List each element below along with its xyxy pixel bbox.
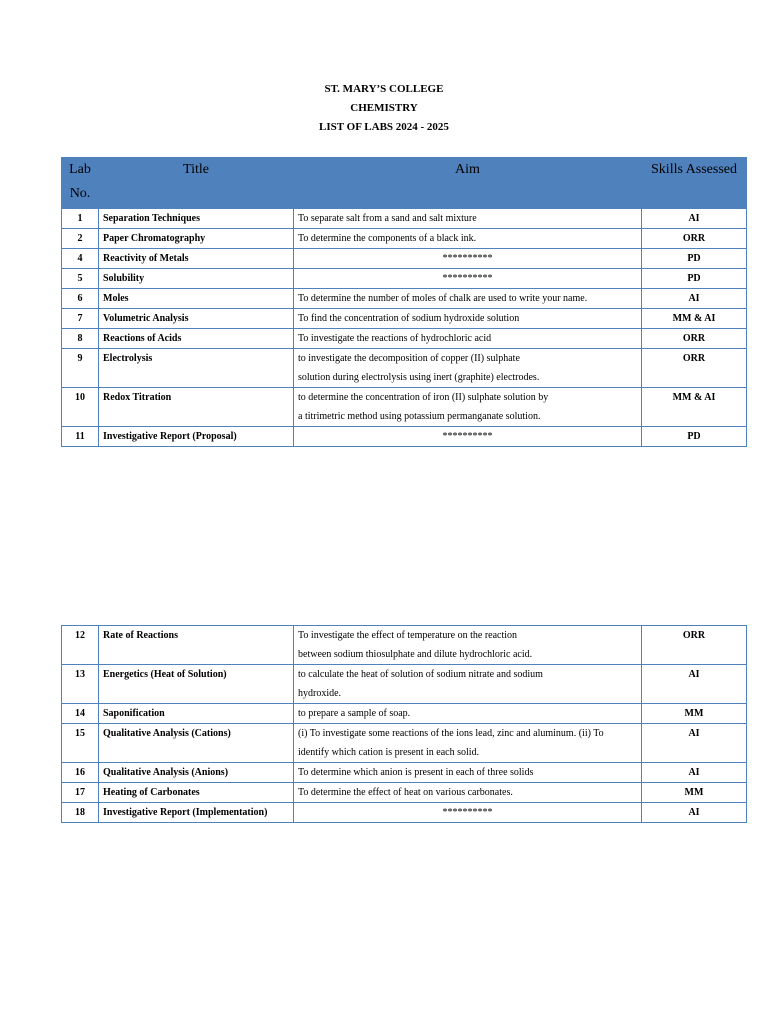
subject-name: CHEMISTRY	[350, 102, 418, 114]
column-header-skills: Skills Assessed	[642, 158, 747, 209]
table-row	[62, 388, 747, 427]
table-row	[62, 763, 747, 783]
column-header-aim: Aim	[294, 158, 642, 209]
table-row	[62, 704, 747, 724]
lab-title: Redox Titration	[99, 388, 294, 427]
lab-aim-line: to calculate the heat of solution of sodium nitrate and sodium	[298, 669, 543, 680]
lab-title: Moles	[99, 289, 294, 309]
lab-skills: AI	[642, 665, 747, 704]
lab-aim	[294, 249, 642, 269]
lab-title: Heating of Carbonates	[99, 783, 294, 803]
lab-skills: MM	[642, 704, 747, 724]
table-row	[62, 626, 747, 665]
lab-skills: AI	[642, 763, 747, 783]
lab-aim-line: **********	[442, 253, 493, 264]
table-row	[62, 209, 747, 229]
lab-skills: ORR	[642, 349, 747, 388]
lab-title: Solubility	[99, 269, 294, 289]
lab-skills: ORR	[642, 329, 747, 349]
lab-number: 13	[62, 665, 99, 704]
lab-aim	[294, 724, 642, 763]
lab-aim	[294, 309, 642, 329]
lab-number: 7	[62, 309, 99, 329]
lab-aim	[294, 229, 642, 249]
lab-aim	[294, 626, 642, 665]
lab-skills: MM & AI	[642, 388, 747, 427]
lab-aim	[294, 329, 642, 349]
labs-table-page2	[61, 625, 747, 823]
table-row	[62, 803, 747, 823]
lab-title: Reactivity of Metals	[99, 249, 294, 269]
lab-title: Separation Techniques	[99, 209, 294, 229]
lab-aim	[294, 349, 642, 388]
lab-aim	[294, 803, 642, 823]
lab-title: Volumetric Analysis	[99, 309, 294, 329]
lab-skills: AI	[642, 724, 747, 763]
lab-title: Qualitative Analysis (Cations)	[99, 724, 294, 763]
lab-title: Rate of Reactions	[99, 626, 294, 665]
table-row	[62, 724, 747, 763]
lab-aim-line: To determine the components of a black ink.	[298, 233, 477, 244]
lab-aim-line: To investigate the reactions of hydrochloric acid	[298, 333, 492, 344]
column-header-lab-no	[62, 158, 99, 209]
table-row	[62, 289, 747, 309]
lab-skills: PD	[642, 249, 747, 269]
lab-aim-line: To determine which anion is present in each of three solids	[298, 767, 534, 778]
lab-aim-line: between sodium thiosulphate and dilute hydrochloric acid.	[298, 649, 533, 660]
lab-number: 9	[62, 349, 99, 388]
table-row	[62, 329, 747, 349]
labs-table-page1	[61, 157, 747, 447]
lab-aim	[294, 783, 642, 803]
lab-aim-line: solution during electrolysis using inert (graphite) electrodes.	[298, 372, 540, 383]
lab-number: 11	[62, 427, 99, 447]
lab-aim-line: **********	[442, 807, 493, 818]
lab-number: 17	[62, 783, 99, 803]
lab-number: 5	[62, 269, 99, 289]
table-row	[62, 309, 747, 329]
lab-skills: AI	[642, 289, 747, 309]
lab-number: 14	[62, 704, 99, 724]
lab-aim	[294, 763, 642, 783]
lab-title: Investigative Report (Implementation)	[99, 803, 294, 823]
lab-number: 2	[62, 229, 99, 249]
lab-aim-line: (i) To investigate some reactions of the ions lead, zinc and aluminum. (ii) To	[298, 728, 604, 739]
lab-aim	[294, 289, 642, 309]
lab-number: 18	[62, 803, 99, 823]
lab-skills: ORR	[642, 626, 747, 665]
table-row	[62, 665, 747, 704]
lab-number: 4	[62, 249, 99, 269]
lab-number: 6	[62, 289, 99, 309]
lab-aim	[294, 209, 642, 229]
lab-aim-line: To find the concentration of sodium hydroxide solution	[298, 313, 520, 324]
lab-title: Electrolysis	[99, 349, 294, 388]
lab-aim-line: To determine the number of moles of chalk are used to write your name.	[298, 293, 588, 304]
lab-number: 10	[62, 388, 99, 427]
college-name: ST. MARY’S COLLEGE	[324, 83, 444, 95]
list-title: LIST OF LABS 2024 - 2025	[319, 121, 449, 133]
lab-number: 1	[62, 209, 99, 229]
lab-skills: AI	[642, 803, 747, 823]
lab-aim-line: a titrimetric method using potassium permanganate solution.	[298, 411, 541, 422]
lab-aim	[294, 388, 642, 427]
lab-no-header-line2: No.	[69, 186, 91, 201]
lab-aim	[294, 665, 642, 704]
lab-skills: AI	[642, 209, 747, 229]
lab-number: 16	[62, 763, 99, 783]
lab-title: Investigative Report (Proposal)	[99, 427, 294, 447]
table-row	[62, 249, 747, 269]
table-row	[62, 427, 747, 447]
lab-title: Energetics (Heat of Solution)	[99, 665, 294, 704]
lab-aim-line: **********	[442, 431, 493, 442]
lab-skills: PD	[642, 427, 747, 447]
table-row	[62, 229, 747, 249]
lab-aim-line: to determine the concentration of iron (II) sulphate solution by	[298, 392, 549, 403]
lab-number: 15	[62, 724, 99, 763]
table-row	[62, 269, 747, 289]
lab-aim-line: To determine the effect of heat on various carbonates.	[298, 787, 513, 798]
lab-aim	[294, 704, 642, 724]
lab-aim-line: To separate salt from a sand and salt mixture	[298, 213, 477, 224]
table-row	[62, 783, 747, 803]
lab-aim	[294, 427, 642, 447]
lab-title: Qualitative Analysis (Anions)	[99, 763, 294, 783]
lab-skills: ORR	[642, 229, 747, 249]
lab-aim-line: to prepare a sample of soap.	[298, 708, 411, 719]
lab-aim-line: hydroxide.	[298, 688, 342, 699]
lab-no-header-line1: Lab	[69, 162, 91, 177]
lab-title: Saponification	[99, 704, 294, 724]
table-row	[62, 349, 747, 388]
lab-aim	[294, 269, 642, 289]
lab-aim-line: To investigate the effect of temperature on the reaction	[298, 630, 518, 641]
lab-title: Reactions of Acids	[99, 329, 294, 349]
lab-skills: PD	[642, 269, 747, 289]
lab-number: 12	[62, 626, 99, 665]
lab-aim-line: identify which cation is present in each solid.	[298, 747, 480, 758]
lab-aim-line: **********	[442, 273, 493, 284]
lab-title: Paper Chromatography	[99, 229, 294, 249]
lab-aim-line: to investigate the decomposition of copper (II) sulphate	[298, 353, 520, 364]
table-header-row	[62, 158, 747, 209]
column-header-title: Title	[99, 158, 294, 209]
document-header	[0, 80, 768, 137]
lab-number: 8	[62, 329, 99, 349]
lab-skills: MM & AI	[642, 309, 747, 329]
lab-skills: MM	[642, 783, 747, 803]
